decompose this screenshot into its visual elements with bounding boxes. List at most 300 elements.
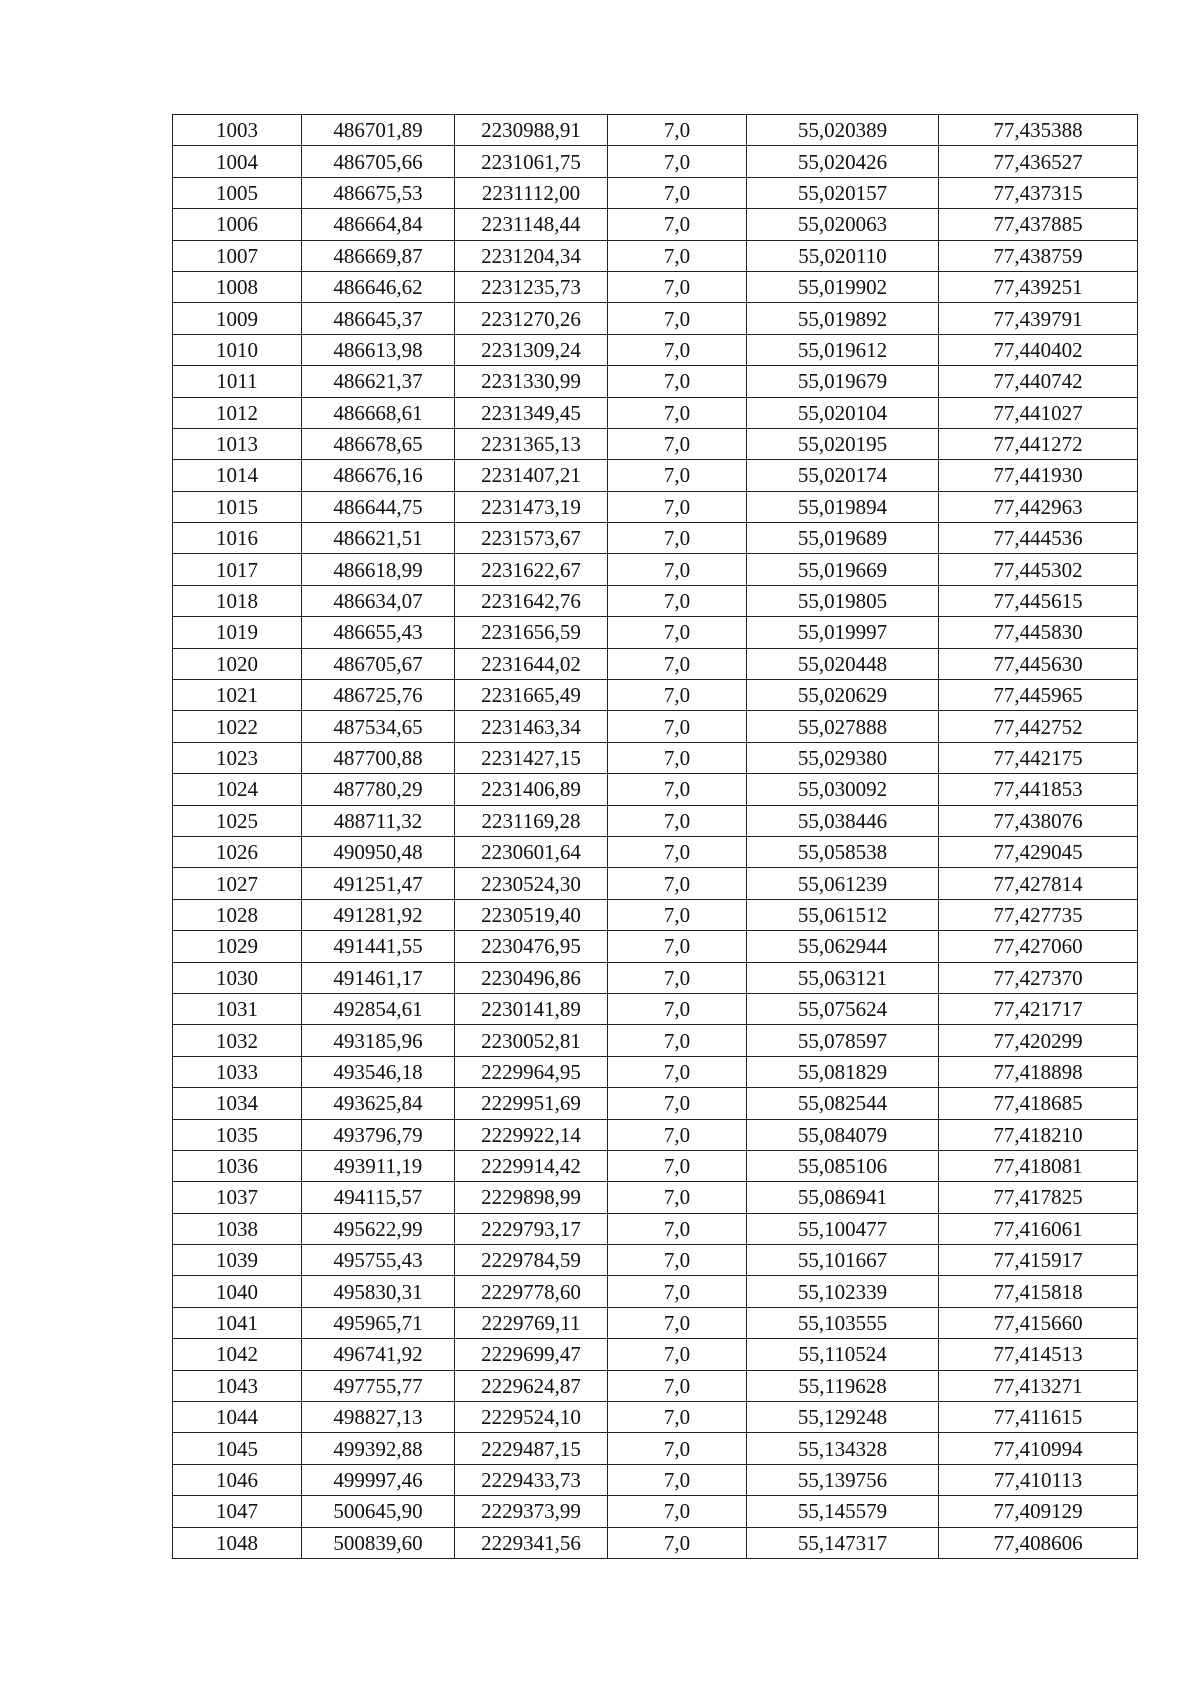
value-cell: 7,0 bbox=[608, 774, 747, 805]
point-number-cell: 1014 bbox=[173, 460, 302, 491]
table-row bbox=[173, 1402, 1138, 1433]
latitude-cell: 55,019894 bbox=[747, 491, 939, 522]
longitude-cell: 77,413271 bbox=[939, 1370, 1138, 1401]
coordinates-table bbox=[172, 114, 1138, 1559]
y-coordinate-cell: 2231427,15 bbox=[455, 742, 608, 773]
table-row bbox=[173, 428, 1138, 459]
table-row bbox=[173, 209, 1138, 240]
point-number-cell: 1036 bbox=[173, 1150, 302, 1181]
table-row bbox=[173, 805, 1138, 836]
table-row bbox=[173, 1025, 1138, 1056]
y-coordinate-cell: 2229793,17 bbox=[455, 1213, 608, 1244]
longitude-cell: 77,445630 bbox=[939, 648, 1138, 679]
y-coordinate-cell: 2229433,73 bbox=[455, 1464, 608, 1495]
longitude-cell: 77,421717 bbox=[939, 993, 1138, 1024]
table-row bbox=[173, 962, 1138, 993]
point-number-cell: 1028 bbox=[173, 899, 302, 930]
y-coordinate-cell: 2229951,69 bbox=[455, 1088, 608, 1119]
latitude-cell: 55,020104 bbox=[747, 397, 939, 428]
longitude-cell: 77,418685 bbox=[939, 1088, 1138, 1119]
table-row bbox=[173, 585, 1138, 616]
value-cell: 7,0 bbox=[608, 1025, 747, 1056]
point-number-cell: 1021 bbox=[173, 680, 302, 711]
x-coordinate-cell: 486618,99 bbox=[302, 554, 455, 585]
point-number-cell: 1029 bbox=[173, 931, 302, 962]
x-coordinate-cell: 495965,71 bbox=[302, 1307, 455, 1338]
longitude-cell: 77,439791 bbox=[939, 303, 1138, 334]
y-coordinate-cell: 2231330,99 bbox=[455, 366, 608, 397]
longitude-cell: 77,427060 bbox=[939, 931, 1138, 962]
latitude-cell: 55,019902 bbox=[747, 271, 939, 302]
latitude-cell: 55,027888 bbox=[747, 711, 939, 742]
y-coordinate-cell: 2231061,75 bbox=[455, 146, 608, 177]
point-number-cell: 1016 bbox=[173, 523, 302, 554]
x-coordinate-cell: 487534,65 bbox=[302, 711, 455, 742]
point-number-cell: 1044 bbox=[173, 1402, 302, 1433]
table-row bbox=[173, 931, 1138, 962]
latitude-cell: 55,063121 bbox=[747, 962, 939, 993]
y-coordinate-cell: 2230988,91 bbox=[455, 115, 608, 146]
point-number-cell: 1009 bbox=[173, 303, 302, 334]
value-cell: 7,0 bbox=[608, 836, 747, 867]
latitude-cell: 55,019689 bbox=[747, 523, 939, 554]
y-coordinate-cell: 2229914,42 bbox=[455, 1150, 608, 1181]
y-coordinate-cell: 2229373,99 bbox=[455, 1496, 608, 1527]
longitude-cell: 77,440742 bbox=[939, 366, 1138, 397]
x-coordinate-cell: 493625,84 bbox=[302, 1088, 455, 1119]
longitude-cell: 77,415917 bbox=[939, 1245, 1138, 1276]
longitude-cell: 77,418898 bbox=[939, 1056, 1138, 1087]
value-cell: 7,0 bbox=[608, 523, 747, 554]
longitude-cell: 77,441272 bbox=[939, 428, 1138, 459]
longitude-cell: 77,438759 bbox=[939, 240, 1138, 271]
x-coordinate-cell: 493185,96 bbox=[302, 1025, 455, 1056]
latitude-cell: 55,084079 bbox=[747, 1119, 939, 1150]
point-number-cell: 1017 bbox=[173, 554, 302, 585]
latitude-cell: 55,139756 bbox=[747, 1464, 939, 1495]
y-coordinate-cell: 2229624,87 bbox=[455, 1370, 608, 1401]
longitude-cell: 77,427735 bbox=[939, 899, 1138, 930]
point-number-cell: 1019 bbox=[173, 617, 302, 648]
longitude-cell: 77,420299 bbox=[939, 1025, 1138, 1056]
value-cell: 7,0 bbox=[608, 334, 747, 365]
value-cell: 7,0 bbox=[608, 742, 747, 773]
y-coordinate-cell: 2231622,67 bbox=[455, 554, 608, 585]
x-coordinate-cell: 486678,65 bbox=[302, 428, 455, 459]
table-row bbox=[173, 1088, 1138, 1119]
latitude-cell: 55,019669 bbox=[747, 554, 939, 585]
latitude-cell: 55,061239 bbox=[747, 868, 939, 899]
x-coordinate-cell: 496741,92 bbox=[302, 1339, 455, 1370]
longitude-cell: 77,415818 bbox=[939, 1276, 1138, 1307]
value-cell: 7,0 bbox=[608, 146, 747, 177]
x-coordinate-cell: 498827,13 bbox=[302, 1402, 455, 1433]
y-coordinate-cell: 2231463,34 bbox=[455, 711, 608, 742]
value-cell: 7,0 bbox=[608, 1150, 747, 1181]
table-row bbox=[173, 836, 1138, 867]
longitude-cell: 77,442963 bbox=[939, 491, 1138, 522]
latitude-cell: 55,019997 bbox=[747, 617, 939, 648]
latitude-cell: 55,101667 bbox=[747, 1245, 939, 1276]
y-coordinate-cell: 2231169,28 bbox=[455, 805, 608, 836]
y-coordinate-cell: 2229778,60 bbox=[455, 1276, 608, 1307]
point-number-cell: 1020 bbox=[173, 648, 302, 679]
value-cell: 7,0 bbox=[608, 271, 747, 302]
y-coordinate-cell: 2230052,81 bbox=[455, 1025, 608, 1056]
y-coordinate-cell: 2230519,40 bbox=[455, 899, 608, 930]
point-number-cell: 1035 bbox=[173, 1119, 302, 1150]
value-cell: 7,0 bbox=[608, 617, 747, 648]
point-number-cell: 1034 bbox=[173, 1088, 302, 1119]
latitude-cell: 55,020389 bbox=[747, 115, 939, 146]
point-number-cell: 1030 bbox=[173, 962, 302, 993]
value-cell: 7,0 bbox=[608, 993, 747, 1024]
x-coordinate-cell: 486613,98 bbox=[302, 334, 455, 365]
value-cell: 7,0 bbox=[608, 648, 747, 679]
value-cell: 7,0 bbox=[608, 1056, 747, 1087]
point-number-cell: 1042 bbox=[173, 1339, 302, 1370]
value-cell: 7,0 bbox=[608, 805, 747, 836]
point-number-cell: 1026 bbox=[173, 836, 302, 867]
x-coordinate-cell: 486725,76 bbox=[302, 680, 455, 711]
table-row bbox=[173, 899, 1138, 930]
table-row bbox=[173, 303, 1138, 334]
table-row bbox=[173, 491, 1138, 522]
point-number-cell: 1008 bbox=[173, 271, 302, 302]
longitude-cell: 77,410113 bbox=[939, 1464, 1138, 1495]
longitude-cell: 77,435388 bbox=[939, 115, 1138, 146]
x-coordinate-cell: 491251,47 bbox=[302, 868, 455, 899]
table-row bbox=[173, 1213, 1138, 1244]
point-number-cell: 1006 bbox=[173, 209, 302, 240]
value-cell: 7,0 bbox=[608, 1402, 747, 1433]
x-coordinate-cell: 500645,90 bbox=[302, 1496, 455, 1527]
y-coordinate-cell: 2231644,02 bbox=[455, 648, 608, 679]
value-cell: 7,0 bbox=[608, 240, 747, 271]
x-coordinate-cell: 486705,66 bbox=[302, 146, 455, 177]
y-coordinate-cell: 2230601,64 bbox=[455, 836, 608, 867]
longitude-cell: 77,442752 bbox=[939, 711, 1138, 742]
x-coordinate-cell: 486705,67 bbox=[302, 648, 455, 679]
y-coordinate-cell: 2229964,95 bbox=[455, 1056, 608, 1087]
longitude-cell: 77,445830 bbox=[939, 617, 1138, 648]
longitude-cell: 77,437885 bbox=[939, 209, 1138, 240]
longitude-cell: 77,411615 bbox=[939, 1402, 1138, 1433]
x-coordinate-cell: 486668,61 bbox=[302, 397, 455, 428]
y-coordinate-cell: 2231235,73 bbox=[455, 271, 608, 302]
longitude-cell: 77,438076 bbox=[939, 805, 1138, 836]
x-coordinate-cell: 494115,57 bbox=[302, 1182, 455, 1213]
y-coordinate-cell: 2229487,15 bbox=[455, 1433, 608, 1464]
y-coordinate-cell: 2231365,13 bbox=[455, 428, 608, 459]
table-row bbox=[173, 1119, 1138, 1150]
table-row bbox=[173, 177, 1138, 208]
value-cell: 7,0 bbox=[608, 491, 747, 522]
latitude-cell: 55,078597 bbox=[747, 1025, 939, 1056]
table-row bbox=[173, 1496, 1138, 1527]
x-coordinate-cell: 486621,37 bbox=[302, 366, 455, 397]
coordinates-table-body bbox=[173, 115, 1138, 1559]
y-coordinate-cell: 2231112,00 bbox=[455, 177, 608, 208]
latitude-cell: 55,020110 bbox=[747, 240, 939, 271]
latitude-cell: 55,020063 bbox=[747, 209, 939, 240]
latitude-cell: 55,020448 bbox=[747, 648, 939, 679]
latitude-cell: 55,081829 bbox=[747, 1056, 939, 1087]
point-number-cell: 1046 bbox=[173, 1464, 302, 1495]
value-cell: 7,0 bbox=[608, 428, 747, 459]
point-number-cell: 1043 bbox=[173, 1370, 302, 1401]
table-row bbox=[173, 742, 1138, 773]
x-coordinate-cell: 488711,32 bbox=[302, 805, 455, 836]
point-number-cell: 1007 bbox=[173, 240, 302, 271]
latitude-cell: 55,134328 bbox=[747, 1433, 939, 1464]
y-coordinate-cell: 2231148,44 bbox=[455, 209, 608, 240]
x-coordinate-cell: 487700,88 bbox=[302, 742, 455, 773]
y-coordinate-cell: 2231665,49 bbox=[455, 680, 608, 711]
value-cell: 7,0 bbox=[608, 554, 747, 585]
latitude-cell: 55,086941 bbox=[747, 1182, 939, 1213]
table-row bbox=[173, 1339, 1138, 1370]
point-number-cell: 1025 bbox=[173, 805, 302, 836]
value-cell: 7,0 bbox=[608, 585, 747, 616]
longitude-cell: 77,436527 bbox=[939, 146, 1138, 177]
table-row bbox=[173, 1182, 1138, 1213]
y-coordinate-cell: 2231656,59 bbox=[455, 617, 608, 648]
table-row bbox=[173, 115, 1138, 146]
latitude-cell: 55,062944 bbox=[747, 931, 939, 962]
latitude-cell: 55,058538 bbox=[747, 836, 939, 867]
x-coordinate-cell: 486669,87 bbox=[302, 240, 455, 271]
longitude-cell: 77,408606 bbox=[939, 1527, 1138, 1558]
x-coordinate-cell: 491441,55 bbox=[302, 931, 455, 962]
longitude-cell: 77,444536 bbox=[939, 523, 1138, 554]
x-coordinate-cell: 486645,37 bbox=[302, 303, 455, 334]
value-cell: 7,0 bbox=[608, 209, 747, 240]
value-cell: 7,0 bbox=[608, 1370, 747, 1401]
table-row bbox=[173, 334, 1138, 365]
value-cell: 7,0 bbox=[608, 1464, 747, 1495]
value-cell: 7,0 bbox=[608, 1119, 747, 1150]
longitude-cell: 77,416061 bbox=[939, 1213, 1138, 1244]
x-coordinate-cell: 497755,77 bbox=[302, 1370, 455, 1401]
point-number-cell: 1038 bbox=[173, 1213, 302, 1244]
longitude-cell: 77,442175 bbox=[939, 742, 1138, 773]
longitude-cell: 77,437315 bbox=[939, 177, 1138, 208]
x-coordinate-cell: 495622,99 bbox=[302, 1213, 455, 1244]
value-cell: 7,0 bbox=[608, 1527, 747, 1558]
latitude-cell: 55,085106 bbox=[747, 1150, 939, 1181]
x-coordinate-cell: 495830,31 bbox=[302, 1276, 455, 1307]
value-cell: 7,0 bbox=[608, 1433, 747, 1464]
table-row bbox=[173, 1245, 1138, 1276]
point-number-cell: 1037 bbox=[173, 1182, 302, 1213]
x-coordinate-cell: 500839,60 bbox=[302, 1527, 455, 1558]
table-row bbox=[173, 523, 1138, 554]
y-coordinate-cell: 2229524,10 bbox=[455, 1402, 608, 1433]
x-coordinate-cell: 490950,48 bbox=[302, 836, 455, 867]
point-number-cell: 1040 bbox=[173, 1276, 302, 1307]
point-number-cell: 1027 bbox=[173, 868, 302, 899]
y-coordinate-cell: 2230476,95 bbox=[455, 931, 608, 962]
latitude-cell: 55,119628 bbox=[747, 1370, 939, 1401]
point-number-cell: 1041 bbox=[173, 1307, 302, 1338]
table-row bbox=[173, 993, 1138, 1024]
table-row bbox=[173, 774, 1138, 805]
table-row bbox=[173, 146, 1138, 177]
latitude-cell: 55,030092 bbox=[747, 774, 939, 805]
latitude-cell: 55,061512 bbox=[747, 899, 939, 930]
x-coordinate-cell: 493911,19 bbox=[302, 1150, 455, 1181]
table-row bbox=[173, 1307, 1138, 1338]
y-coordinate-cell: 2229784,59 bbox=[455, 1245, 608, 1276]
x-coordinate-cell: 499392,88 bbox=[302, 1433, 455, 1464]
longitude-cell: 77,427370 bbox=[939, 962, 1138, 993]
point-number-cell: 1003 bbox=[173, 115, 302, 146]
point-number-cell: 1011 bbox=[173, 366, 302, 397]
latitude-cell: 55,019679 bbox=[747, 366, 939, 397]
longitude-cell: 77,441930 bbox=[939, 460, 1138, 491]
point-number-cell: 1005 bbox=[173, 177, 302, 208]
x-coordinate-cell: 493546,18 bbox=[302, 1056, 455, 1087]
latitude-cell: 55,110524 bbox=[747, 1339, 939, 1370]
latitude-cell: 55,129248 bbox=[747, 1402, 939, 1433]
latitude-cell: 55,019892 bbox=[747, 303, 939, 334]
point-number-cell: 1031 bbox=[173, 993, 302, 1024]
value-cell: 7,0 bbox=[608, 899, 747, 930]
table-row bbox=[173, 366, 1138, 397]
y-coordinate-cell: 2231349,45 bbox=[455, 397, 608, 428]
value-cell: 7,0 bbox=[608, 115, 747, 146]
x-coordinate-cell: 495755,43 bbox=[302, 1245, 455, 1276]
table-row bbox=[173, 1276, 1138, 1307]
latitude-cell: 55,100477 bbox=[747, 1213, 939, 1244]
table-row bbox=[173, 1150, 1138, 1181]
y-coordinate-cell: 2229769,11 bbox=[455, 1307, 608, 1338]
y-coordinate-cell: 2231642,76 bbox=[455, 585, 608, 616]
longitude-cell: 77,427814 bbox=[939, 868, 1138, 899]
latitude-cell: 55,020195 bbox=[747, 428, 939, 459]
longitude-cell: 77,415660 bbox=[939, 1307, 1138, 1338]
point-number-cell: 1022 bbox=[173, 711, 302, 742]
y-coordinate-cell: 2230524,30 bbox=[455, 868, 608, 899]
x-coordinate-cell: 486676,16 bbox=[302, 460, 455, 491]
value-cell: 7,0 bbox=[608, 397, 747, 428]
point-number-cell: 1010 bbox=[173, 334, 302, 365]
longitude-cell: 77,445615 bbox=[939, 585, 1138, 616]
value-cell: 7,0 bbox=[608, 1496, 747, 1527]
longitude-cell: 77,429045 bbox=[939, 836, 1138, 867]
longitude-cell: 77,417825 bbox=[939, 1182, 1138, 1213]
point-number-cell: 1047 bbox=[173, 1496, 302, 1527]
value-cell: 7,0 bbox=[608, 1088, 747, 1119]
x-coordinate-cell: 499997,46 bbox=[302, 1464, 455, 1495]
x-coordinate-cell: 491281,92 bbox=[302, 899, 455, 930]
x-coordinate-cell: 491461,17 bbox=[302, 962, 455, 993]
value-cell: 7,0 bbox=[608, 711, 747, 742]
y-coordinate-cell: 2231204,34 bbox=[455, 240, 608, 271]
latitude-cell: 55,038446 bbox=[747, 805, 939, 836]
y-coordinate-cell: 2231573,67 bbox=[455, 523, 608, 554]
table-row bbox=[173, 397, 1138, 428]
value-cell: 7,0 bbox=[608, 1307, 747, 1338]
point-number-cell: 1018 bbox=[173, 585, 302, 616]
point-number-cell: 1045 bbox=[173, 1433, 302, 1464]
point-number-cell: 1024 bbox=[173, 774, 302, 805]
value-cell: 7,0 bbox=[608, 177, 747, 208]
latitude-cell: 55,019805 bbox=[747, 585, 939, 616]
y-coordinate-cell: 2231406,89 bbox=[455, 774, 608, 805]
point-number-cell: 1015 bbox=[173, 491, 302, 522]
y-coordinate-cell: 2231309,24 bbox=[455, 334, 608, 365]
point-number-cell: 1032 bbox=[173, 1025, 302, 1056]
x-coordinate-cell: 486646,62 bbox=[302, 271, 455, 302]
table-row bbox=[173, 271, 1138, 302]
value-cell: 7,0 bbox=[608, 1245, 747, 1276]
table-row bbox=[173, 648, 1138, 679]
value-cell: 7,0 bbox=[608, 366, 747, 397]
point-number-cell: 1004 bbox=[173, 146, 302, 177]
longitude-cell: 77,409129 bbox=[939, 1496, 1138, 1527]
x-coordinate-cell: 492854,61 bbox=[302, 993, 455, 1024]
latitude-cell: 55,020629 bbox=[747, 680, 939, 711]
table-row bbox=[173, 460, 1138, 491]
latitude-cell: 55,082544 bbox=[747, 1088, 939, 1119]
x-coordinate-cell: 486701,89 bbox=[302, 115, 455, 146]
latitude-cell: 55,020426 bbox=[747, 146, 939, 177]
value-cell: 7,0 bbox=[608, 303, 747, 334]
longitude-cell: 77,418210 bbox=[939, 1119, 1138, 1150]
y-coordinate-cell: 2231407,21 bbox=[455, 460, 608, 491]
table-row bbox=[173, 711, 1138, 742]
y-coordinate-cell: 2229898,99 bbox=[455, 1182, 608, 1213]
longitude-cell: 77,445965 bbox=[939, 680, 1138, 711]
point-number-cell: 1039 bbox=[173, 1245, 302, 1276]
value-cell: 7,0 bbox=[608, 680, 747, 711]
latitude-cell: 55,020174 bbox=[747, 460, 939, 491]
y-coordinate-cell: 2229341,56 bbox=[455, 1527, 608, 1558]
table-row bbox=[173, 1370, 1138, 1401]
latitude-cell: 55,145579 bbox=[747, 1496, 939, 1527]
latitude-cell: 55,029380 bbox=[747, 742, 939, 773]
longitude-cell: 77,418081 bbox=[939, 1150, 1138, 1181]
point-number-cell: 1023 bbox=[173, 742, 302, 773]
table-row bbox=[173, 617, 1138, 648]
table-row bbox=[173, 680, 1138, 711]
value-cell: 7,0 bbox=[608, 460, 747, 491]
x-coordinate-cell: 487780,29 bbox=[302, 774, 455, 805]
latitude-cell: 55,102339 bbox=[747, 1276, 939, 1307]
longitude-cell: 77,439251 bbox=[939, 271, 1138, 302]
value-cell: 7,0 bbox=[608, 1276, 747, 1307]
value-cell: 7,0 bbox=[608, 931, 747, 962]
x-coordinate-cell: 486621,51 bbox=[302, 523, 455, 554]
table-row bbox=[173, 1464, 1138, 1495]
longitude-cell: 77,441853 bbox=[939, 774, 1138, 805]
longitude-cell: 77,441027 bbox=[939, 397, 1138, 428]
latitude-cell: 55,075624 bbox=[747, 993, 939, 1024]
y-coordinate-cell: 2230496,86 bbox=[455, 962, 608, 993]
latitude-cell: 55,103555 bbox=[747, 1307, 939, 1338]
longitude-cell: 77,445302 bbox=[939, 554, 1138, 585]
x-coordinate-cell: 493796,79 bbox=[302, 1119, 455, 1150]
table-row bbox=[173, 1056, 1138, 1087]
x-coordinate-cell: 486644,75 bbox=[302, 491, 455, 522]
x-coordinate-cell: 486675,53 bbox=[302, 177, 455, 208]
longitude-cell: 77,410994 bbox=[939, 1433, 1138, 1464]
x-coordinate-cell: 486655,43 bbox=[302, 617, 455, 648]
value-cell: 7,0 bbox=[608, 1339, 747, 1370]
value-cell: 7,0 bbox=[608, 868, 747, 899]
